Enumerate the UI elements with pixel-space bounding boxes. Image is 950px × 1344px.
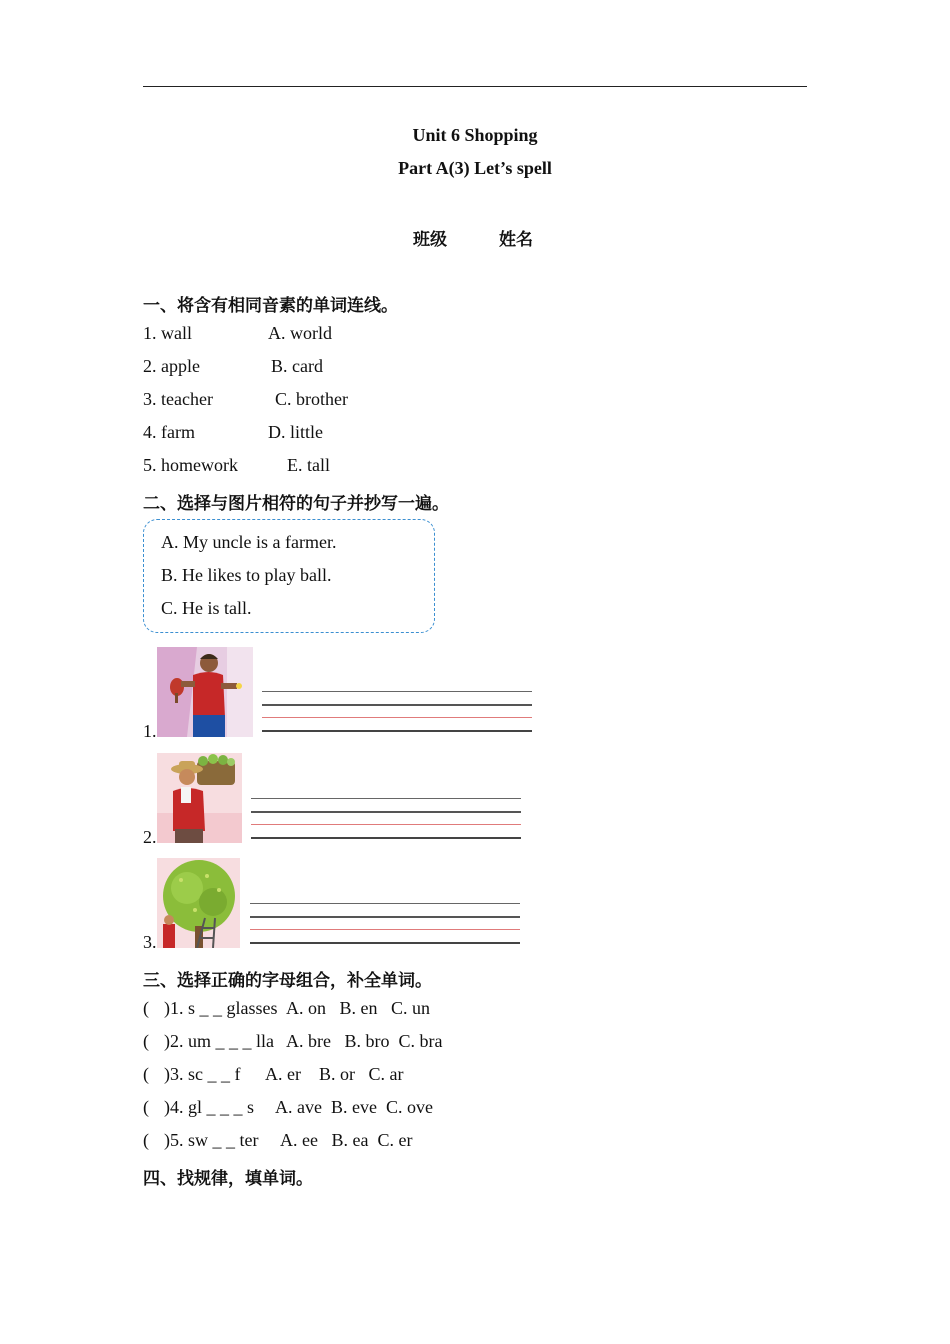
question-options: A. ee B. ea C. er [280,1130,413,1150]
table-tennis-man-image [157,647,253,737]
picture-item-number: 1. [143,721,157,741]
apple-tree-image [157,858,240,948]
worksheet-subtitle: Part A(3) Let’s spell [398,158,552,178]
picture-item-number: 3. [143,932,157,952]
answer-bracket[interactable]: ( [143,1064,149,1084]
picture-item-number: 2. [143,827,157,847]
question-text: )1. s _ _ glasses [164,998,278,1018]
match-left-item: 4. farm [143,422,195,442]
question-text: )2. um _ _ _ lla [164,1031,274,1051]
section2-heading: 二、选择与图片相符的句子并抄写一遍。 [143,494,449,514]
question-text: )3. sc _ _ f [164,1064,241,1084]
sentence-option: C. He is tall. [161,598,252,618]
question-options: A. er B. or C. ar [265,1064,404,1084]
section3-heading: 三、选择正确的字母组合，补全单词。 [143,971,432,991]
question-text: )4. gl _ _ _ s [164,1097,254,1117]
question-options: A. bre B. bro C. bra [286,1031,443,1051]
answer-bracket[interactable]: ( [143,1097,149,1117]
match-left-item: 1. wall [143,323,192,343]
writing-lines[interactable] [250,903,520,947]
match-right-item: A. world [268,323,332,343]
match-left-item: 5. homework [143,455,238,475]
worksheet-title: Unit 6 Shopping [412,125,538,145]
name-label: 姓名 [499,230,533,250]
match-left-item: 3. teacher [143,389,213,409]
question-options: A. ave B. eve C. ove [275,1097,433,1117]
match-right-item: C. brother [275,389,348,409]
sentence-option: A. My uncle is a farmer. [161,532,337,552]
match-right-item: B. card [271,356,323,376]
header-rule [143,86,807,87]
writing-lines[interactable] [262,691,532,735]
answer-bracket[interactable]: ( [143,998,149,1018]
match-right-item: D. little [268,422,323,442]
answer-bracket[interactable]: ( [143,1031,149,1051]
question-options: A. on B. en C. un [286,998,430,1018]
sentence-option: B. He likes to play ball. [161,565,332,585]
question-text: )5. sw _ _ ter [164,1130,259,1150]
writing-lines[interactable] [251,798,521,842]
section1-heading: 一、将含有相同音素的单词连线。 [143,296,398,316]
farmer-image [157,753,242,843]
match-left-item: 2. apple [143,356,200,376]
match-right-item: E. tall [287,455,330,475]
class-label: 班级 [413,230,447,250]
section4-heading: 四、找规律，填单词。 [143,1169,313,1189]
answer-bracket[interactable]: ( [143,1130,149,1150]
